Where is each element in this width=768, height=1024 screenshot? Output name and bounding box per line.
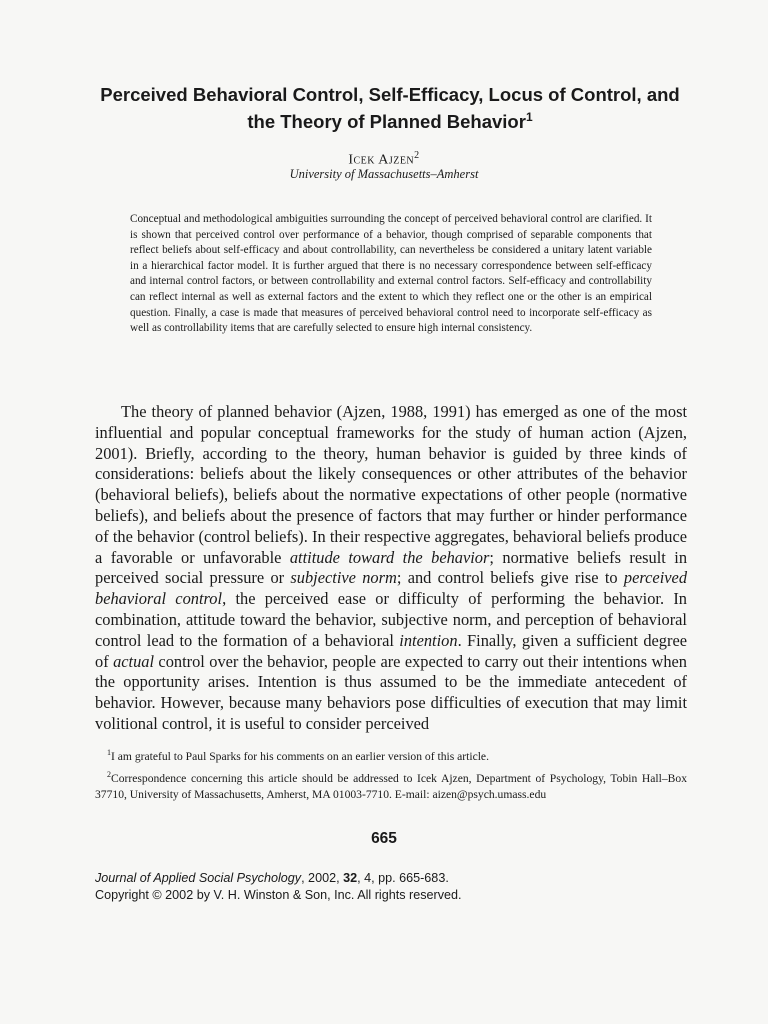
abstract: Conceptual and methodological ambiguities surrounding the concept of perceived behavioral control are clarified. It is shown that perceived control over performance of a behavior, though comprised of separable components that reflect beliefs about self-efficacy and about controllability, can nevertheless be considered a unitary latent variable in a hierarchical factor model. It is further argued that there is no necessary correspondence between self-efficacy and internal control factors, or between controllability and external control factors. Self-efficacy and controllability can reflect internal as well as external factors and the extent to which they reflect one or the other is an empirical question. Finally, a case is made that measures of perceived behavioral control need to incorporate self-efficacy as well as controllability items that are carefully selected to ensure high internal consistency. — [130, 213, 652, 335]
footnote-1-mark: 1 — [107, 748, 111, 757]
term-perceived-control: perceived behavioral control — [95, 568, 688, 609]
title-footnote-mark: 1 — [525, 110, 533, 124]
article-title — [100, 84, 680, 133]
journal-line — [95, 870, 695, 887]
body-text-1: The theory of planned behavior (Ajzen, 1988, 1991) has emerged as one of the most influential and popular conceptual frameworks for the study of human action (Ajzen, 2001). Briefly, according to the theory, human behavior is guided by three kinds of considerations: beliefs about the likely consequences or other attributes of the behavior (behavioral beliefs), beliefs about the normative expectations of other people (normative beliefs), and beliefs about the presence of factors that may further or hinder performance of the behavior (control beliefs). In their respective aggregates, behavioral beliefs produce a favorable or unfavorable — [95, 402, 687, 567]
body-text-3: ; and control beliefs give rise to — [396, 568, 624, 588]
body-text-6: control over the behavior, people are expected to carry out their intentions when the opportunity arises. Intention is thus assumed to be the immediate antecedent of behavior. However, because many behaviors pose difficulties of execution that may limit volitional control, it is useful to consider perceived — [95, 651, 687, 733]
title-text: Perceived Behavioral Control, Self-Efficacy, Locus of Control, and the Theory of Planned Behavior — [100, 84, 680, 133]
journal-citation — [95, 870, 695, 904]
page-number: 665 — [371, 830, 397, 847]
term-attitude: attitude toward the behavior — [289, 547, 490, 567]
author-affiliation: University of Massachusetts–Amherst — [289, 167, 479, 181]
term-intention: intention — [399, 630, 458, 650]
footnote-1 — [95, 745, 687, 765]
body-text-5: . Finally, given a sufficient degree of — [95, 630, 688, 671]
term-subjective-norm: subjective norm — [290, 568, 397, 588]
footnote-2 — [95, 767, 687, 803]
journal-year: , 2002, — [301, 871, 344, 885]
body-paragraph — [95, 402, 687, 735]
footnote-2-mark: 2 — [107, 769, 111, 779]
journal-name: Journal of Applied Social Psychology — [95, 871, 302, 885]
journal-volume: 32 — [343, 871, 358, 885]
journal-pages: , 4, pp. 665-683. — [357, 871, 449, 885]
author-footnote-mark: 2 — [414, 150, 420, 161]
footnote-2-text: Correspondence concerning this article should be addressed to Icek Ajzen, Department of Psychology, Tobin Hall–Box 37710, University of Massachusetts, Amherst, MA 01003-7710. E-mail: aizen@psych.umass.edu — [95, 771, 687, 801]
body-text-4: , the perceived ease or difficulty of performing the behavior. In combination, attitude toward the behavior, subjective norm, and perception of behavioral control lead to the formation of a behavioral — [95, 589, 688, 650]
copyright-line: Copyright © 2002 by V. H. Winston & Son, Inc. All rights reserved. — [95, 888, 462, 902]
term-actual: actual — [113, 651, 155, 671]
footnotes — [95, 745, 687, 805]
author-line — [0, 148, 768, 169]
body-text-2: ; normative beliefs result in perceived social pressure or — [95, 547, 688, 588]
footnote-1-text: I am grateful to Paul Sparks for his comments on an earlier version of this article. — [111, 749, 489, 763]
author-name: Icek Ajzen — [348, 152, 415, 168]
